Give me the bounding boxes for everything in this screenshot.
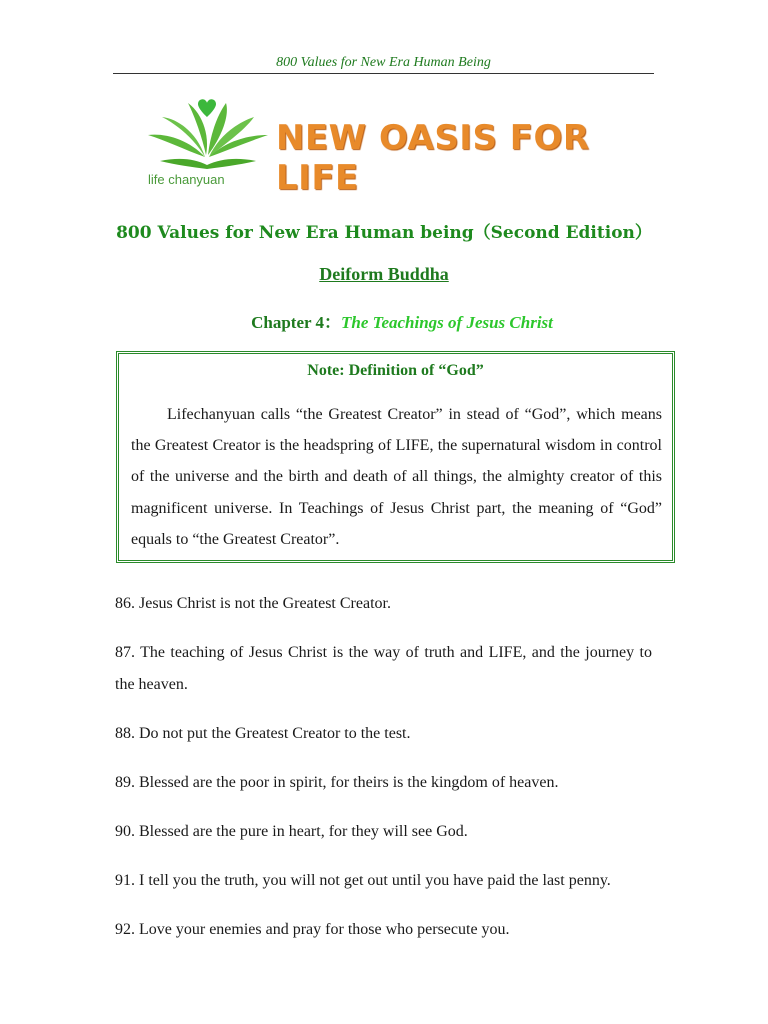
list-item: 89. Blessed are the poor in spirit, for theirs is the kingdom of heaven. — [115, 774, 559, 791]
values-list — [115, 588, 652, 963]
note-box — [116, 351, 675, 563]
leaf-heart-icon — [140, 95, 280, 175]
document-title: 800 Values for New Era Human being（Second Edition） — [116, 223, 652, 243]
list-item: 90. Blessed are the pure in heart, for they will see God. — [115, 823, 468, 840]
note-text: Lifechanyuan calls “the Greatest Creator” in stead of “God”, which means the Greatest Creator is the headspring of LIFE, the supernatural wisdom in control of the universe and the birth and death of all things, the almighty creator of this magnificent universe. In Teachings of Jesus Christ part, the meaning of “God” equals to “the Greatest Creator”. — [131, 406, 662, 548]
logo-subtitle: life chanyuan — [148, 172, 225, 187]
chapter-heading — [0, 308, 768, 333]
list-item: 88. Do not put the Greatest Creator to the test. — [115, 725, 411, 742]
author-name: Deiform Buddha — [319, 264, 449, 284]
header-rule — [113, 73, 654, 74]
running-header: 800 Values for New Era Human Being — [276, 55, 491, 70]
logo-wordmark: NEW OASIS FOR LIFE — [276, 118, 590, 198]
new-oasis-logo — [140, 95, 640, 198]
list-item: 92. Love your enemies and pray for those who persecute you. — [115, 921, 510, 938]
chapter-title: The Teachings of Jesus Christ — [340, 313, 553, 332]
list-item: 91. I tell you the truth, you will not get out until you have paid the last penny. — [115, 872, 611, 889]
list-item: 87. The teaching of Jesus Christ is the way of truth and LIFE, and the journey to the heaven. — [115, 644, 652, 693]
chapter-number: Chapter 4： — [251, 313, 341, 332]
list-item: 86. Jesus Christ is not the Greatest Creator. — [115, 595, 391, 612]
note-title: Note: Definition of “God” — [307, 362, 484, 379]
